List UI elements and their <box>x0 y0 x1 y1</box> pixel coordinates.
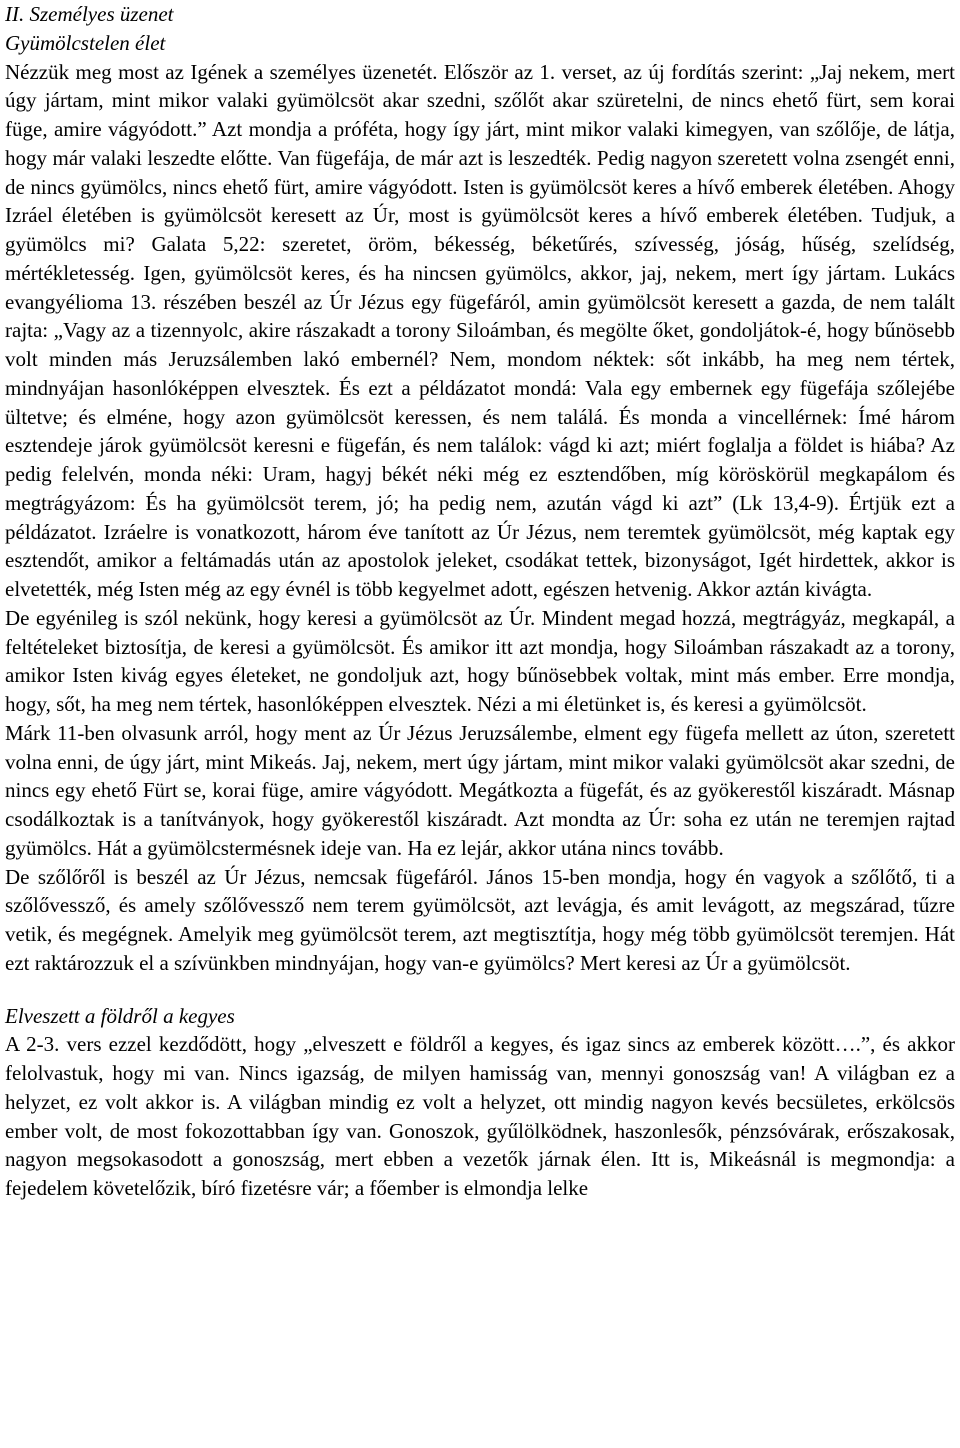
document-page <box>5 0 955 1203</box>
subsection-title-godly-lost: Elveszett a földről a kegyes <box>5 1003 235 1028</box>
section-title: II. Személyes üzenet <box>5 2 174 26</box>
paragraph: A 2-3. vers ezzel kezdődött, hogy „elveszett e földről a kegyes, és igaz sincs az emberek között….”, és akkor felolvastuk, hogy mi van. Nincs igazság, de milyen hamisság van, mennyi gonoszság van! A világban ez a helyzet, ez volt akkor is. A világban mindig ez volt a helyzet, ott mindig nagyon kevés becsületes, erkölcsös ember volt, de most fokozottabban így van. Gonoszok, gyűlölködnek, haszonlesők, pénzsóvárak, erőszakosak, nagyon megsokasodott a gonoszság, mert ebben a vezetők járnak élen. Itt is, Mikeásnál is megmondja: a fejedelem követelőzik, bíró fizetésre vár; a főember is elmondja lelke <box>5 1032 955 1200</box>
paragraph: Nézzük meg most az Igének a személyes üzenetét. Először az 1. verset, az új fordítás szerint: „Jaj nekem, mert úgy jártam, mint mikor valaki gyümölcsöt akar szedni, szőlőt akar szüretelni, de nincs ehető fürt, sem korai füge, amire vágyódott.” Azt mondja a próféta, hogy így járt, mint mikor valaki kimegyen, van szőlője, de látja, hogy már valaki leszedte előtte. Van fügefája, de már azt is leszedték. Pedig nagyon szeretett volna zsengét enni, de nincs gyümölcs, nincs ehető fürt, amire vágyódott. Isten is gyümölcsöt keres a hívő emberek életében. Ahogy Izráel életében is gyümölcsöt keresett az Úr, most is gyümölcsöt keres a hívő emberek életében. Tudjuk, a gyümölcs mi? Galata 5,22: szeretet, öröm, békesség, béketűrés, szívesség, jóság, hűség, szelídség, mértékletesség. Igen, gyümölcsöt keres, és ha nincsen gyümölcs, akkor, jaj, nekem, mert így jártam. Lukács evangyélioma 13. részében beszél az Úr Jézus egy fügefáról, amin gyümölcsöt keresett a gazda, de nem talált rajta: „Vagy az a tizennyolc, akire rászakadt a torony Siloámban, és megölte őket, gondoljátok-é, hogy bűnösebb volt minden más Jeruzsálemben lakó embernél? Nem, mondom néktek: sőt inkább, ha meg nem tértek, mindnyájan hasonlóképpen elvesztek. És ezt a példázatot mondá: Vala egy embernek egy fügefája szőlejébe ültetve; és elméne, hogy azon gyümölcsöt keressen, és nem találá. És monda a vincellérnek: Ímé három esztendeje járok gyümölcsöt keresni e fügefán, és nem találok: vágd ki azt; miért foglalja a földet is hiába? Az pedig felelvén, monda néki: Uram, hagyj békét néki még ez esztendőben, míg köröskörül megkapálom és megtrágyázom: És ha gyümölcsöt terem, jó; ha pedig nem, azután vágd ki azt” (Lk 13,4-9). Értjük ezt a példázatot. Izráelre is vonatkozott, három éve tanított az Úr Jézus, nem teremtek gyümölcsöt, még kaptak egy esztendőt, amikor a feltámadás után az apostolok jeleket, csodákat tettek, bizonyságot, Igét hirdettek, akkor is elvetették, még Isten még az egy évnél is több kegyelmet adott, egészen hetvenig. Akkor aztán kivágta. <box>5 59 955 601</box>
section-spacer <box>5 978 955 1002</box>
paragraph: De egyénileg is szól nekünk, hogy keresi a gyümölcsöt az Úr. Mindent megad hozzá, megtrágyáz, megkapál, a feltételeket biztosítja, de keresi a gyümölcsöt. És amikor itt azt mondja, hogy Siloámban rászakadt az a torony, amikor Isten kivág egyes életeket, ne gondoljuk azt, hogy bűnösebbek voltak, mint más ember. Erre mondja, hogy, sőt, ha meg nem tértek, hasonlóképpen elvesztek. Nézi a mi életünket is, és keresi a gyümölcsöt. <box>5 605 955 716</box>
paragraph: Márk 11-ben olvasunk arról, hogy ment az Úr Jézus Jeruzsálembe, elment egy fügefa mellett az úton, szeretett volna enni, de úgy járt, mint Mikeás. Jaj, nekem, mert úgy jártam, mint mikor valaki gyümölcsöt akar szedni, de nincs egy ehető Fürt se, korai füge, amire vágyódott. Megátkozta a fügefát, és az gyökerestől kiszáradt. Másnap csodálkoztak is a tanítványok, hogy gyökerestől kiszáradt. Azt mondta az Úr: soha ez után ne teremjen rajtad gyümölcs. Hát a gyümölcstermésnek ideje van. Ha ez lejár, akkor utána nincs tovább. <box>5 720 955 860</box>
subsection-title-fruitless-life: Gyümölcstelen élet <box>5 30 166 55</box>
paragraph: De szőlőről is beszél az Úr Jézus, nemcsak fügefáról. János 15-ben mondja, hogy én vagyok a szőlőtő, ti a szőlővessző, és amely szőlővessző nem terem gyümölcsöt, azt levágja, és amit levágott, az megszárad, tűzre vetik, és megégnek. Amelyik meg gyümölcsöt terem, azt megtisztítja, hogy még több gyümölcsöt teremjen. Hát ezt raktározzuk el a szívünkben mindnyájan, hogy van-e gyümölcs? Mert keresi az Úr a gyümölcsöt. <box>5 864 955 975</box>
